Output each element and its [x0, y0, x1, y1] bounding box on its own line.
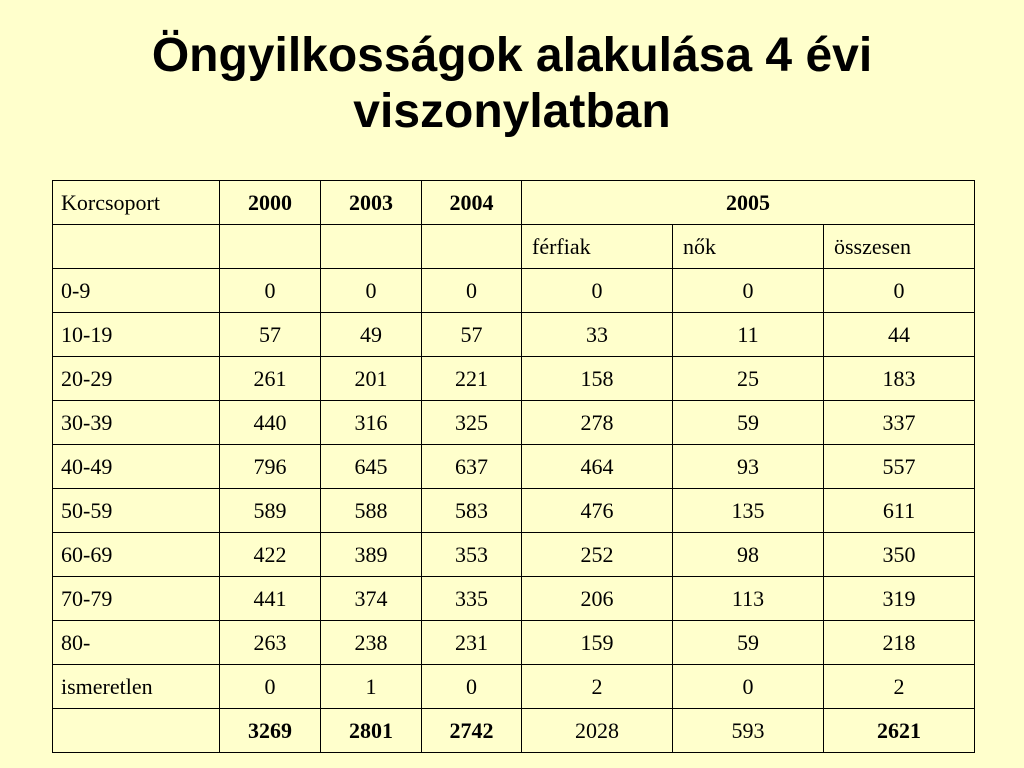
- header-year-2004: 2004: [422, 181, 522, 225]
- value-2005-men-cell: 159: [522, 621, 673, 665]
- value-2003-cell: 645: [321, 445, 422, 489]
- header-year-2005: 2005: [522, 181, 975, 225]
- value-2005-men-cell: 278: [522, 401, 673, 445]
- age-group-cell: 30-39: [53, 401, 220, 445]
- value-2000-cell: 261: [220, 357, 321, 401]
- table-subheader-row: [53, 225, 975, 269]
- subheader-empty-cell: [53, 225, 220, 269]
- value-2004-cell: 325: [422, 401, 522, 445]
- value-2000-cell: 57: [220, 313, 321, 357]
- table-header-row: [53, 181, 975, 225]
- table-row: [53, 577, 975, 621]
- value-2005-women-cell: 59: [673, 401, 824, 445]
- age-group-cell: 20-29: [53, 357, 220, 401]
- value-2004-cell: 0: [422, 665, 522, 709]
- value-2004-cell: 583: [422, 489, 522, 533]
- totals-empty-cell: [53, 709, 220, 753]
- age-group-cell: 50-59: [53, 489, 220, 533]
- value-2000-cell: 422: [220, 533, 321, 577]
- age-group-cell: 40-49: [53, 445, 220, 489]
- age-group-cell: 70-79: [53, 577, 220, 621]
- value-2005-women-cell: 11: [673, 313, 824, 357]
- age-group-cell: 0-9: [53, 269, 220, 313]
- value-2005-women-cell: 25: [673, 357, 824, 401]
- age-group-cell: 10-19: [53, 313, 220, 357]
- subheader-empty-cell: [220, 225, 321, 269]
- table-row: [53, 313, 975, 357]
- header-age-group: Korcsoport: [53, 181, 220, 225]
- total-2003: 2801: [321, 709, 422, 753]
- table-body: [53, 269, 975, 709]
- value-2000-cell: 589: [220, 489, 321, 533]
- value-2003-cell: 49: [321, 313, 422, 357]
- value-2005-women-cell: 113: [673, 577, 824, 621]
- subheader-empty-cell: [422, 225, 522, 269]
- value-2004-cell: 335: [422, 577, 522, 621]
- value-2005-men-cell: 464: [522, 445, 673, 489]
- value-2005-total-cell: 44: [824, 313, 975, 357]
- value-2000-cell: 0: [220, 269, 321, 313]
- title-line-2: viszonylatban: [353, 85, 671, 138]
- total-2005-men: 2028: [522, 709, 673, 753]
- value-2005-women-cell: 0: [673, 665, 824, 709]
- total-2005-all: 2621: [824, 709, 975, 753]
- value-2005-men-cell: 158: [522, 357, 673, 401]
- value-2003-cell: 389: [321, 533, 422, 577]
- header-year-2000: 2000: [220, 181, 321, 225]
- value-2005-men-cell: 252: [522, 533, 673, 577]
- value-2004-cell: 0: [422, 269, 522, 313]
- value-2005-men-cell: 0: [522, 269, 673, 313]
- value-2000-cell: 0: [220, 665, 321, 709]
- value-2005-women-cell: 93: [673, 445, 824, 489]
- suicide-statistics-table: [52, 180, 975, 753]
- table-row: [53, 445, 975, 489]
- value-2000-cell: 796: [220, 445, 321, 489]
- table-row: [53, 489, 975, 533]
- value-2005-total-cell: 319: [824, 577, 975, 621]
- value-2005-women-cell: 135: [673, 489, 824, 533]
- value-2000-cell: 440: [220, 401, 321, 445]
- table-row: [53, 269, 975, 313]
- title-line-1: Öngyilkosságok alakulása 4 évi: [151, 29, 873, 82]
- value-2004-cell: 637: [422, 445, 522, 489]
- value-2005-men-cell: 2: [522, 665, 673, 709]
- table-totals-row: [53, 709, 975, 753]
- value-2003-cell: 1: [321, 665, 422, 709]
- value-2003-cell: 0: [321, 269, 422, 313]
- value-2005-total-cell: 2: [824, 665, 975, 709]
- value-2005-men-cell: 476: [522, 489, 673, 533]
- value-2005-total-cell: 611: [824, 489, 975, 533]
- value-2003-cell: 238: [321, 621, 422, 665]
- age-group-cell: 60-69: [53, 533, 220, 577]
- value-2003-cell: 201: [321, 357, 422, 401]
- subheader-men: férfiak: [522, 225, 673, 269]
- value-2004-cell: 231: [422, 621, 522, 665]
- value-2000-cell: 263: [220, 621, 321, 665]
- value-2003-cell: 588: [321, 489, 422, 533]
- table-row: [53, 401, 975, 445]
- total-2004: 2742: [422, 709, 522, 753]
- total-2005-women: 593: [673, 709, 824, 753]
- header-year-2003: 2003: [321, 181, 422, 225]
- value-2005-women-cell: 59: [673, 621, 824, 665]
- value-2005-men-cell: 33: [522, 313, 673, 357]
- subheader-women: nők: [673, 225, 824, 269]
- value-2003-cell: 316: [321, 401, 422, 445]
- value-2005-total-cell: 350: [824, 533, 975, 577]
- value-2005-women-cell: 0: [673, 269, 824, 313]
- value-2005-men-cell: 206: [522, 577, 673, 621]
- value-2005-total-cell: 183: [824, 357, 975, 401]
- value-2003-cell: 374: [321, 577, 422, 621]
- table-row: [53, 357, 975, 401]
- value-2004-cell: 57: [422, 313, 522, 357]
- table-row: [53, 665, 975, 709]
- value-2005-total-cell: 218: [824, 621, 975, 665]
- age-group-cell: ismeretlen: [53, 665, 220, 709]
- value-2005-total-cell: 0: [824, 269, 975, 313]
- slide-title: [0, 28, 1024, 140]
- value-2005-women-cell: 98: [673, 533, 824, 577]
- subheader-empty-cell: [321, 225, 422, 269]
- value-2005-total-cell: 557: [824, 445, 975, 489]
- value-2000-cell: 441: [220, 577, 321, 621]
- age-group-cell: 80-: [53, 621, 220, 665]
- table-row: [53, 621, 975, 665]
- value-2004-cell: 353: [422, 533, 522, 577]
- subheader-total: összesen: [824, 225, 975, 269]
- total-2000: 3269: [220, 709, 321, 753]
- table-row: [53, 533, 975, 577]
- value-2005-total-cell: 337: [824, 401, 975, 445]
- value-2004-cell: 221: [422, 357, 522, 401]
